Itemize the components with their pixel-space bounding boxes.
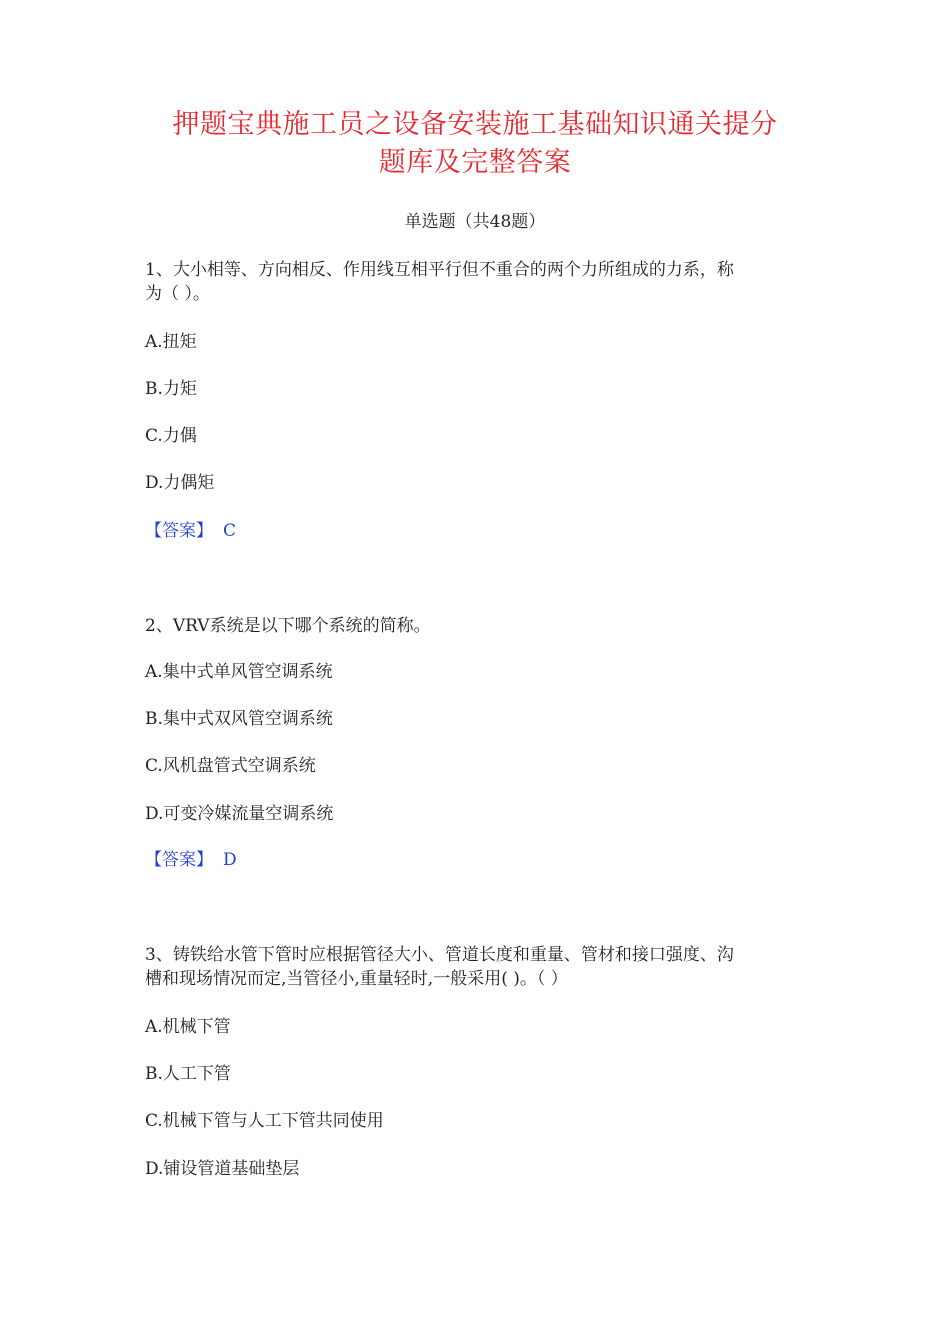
question-3-option-a: A.机械下管: [145, 1017, 231, 1037]
question-1-answer: [145, 519, 825, 543]
question-2-answer: [145, 848, 825, 872]
question-1-stem-line-2: 为（ ）。: [145, 284, 210, 304]
question-1-option-d: D.力偶矩: [145, 473, 215, 493]
answer-value: D: [223, 850, 237, 870]
question-3-stem-line-1: 3、铸铁给水管下管时应根据管径大小、管道长度和重量、管材和接口强度、沟: [145, 945, 734, 965]
question-1-option-b: B.力矩: [145, 379, 197, 399]
question-1-option-c: C.力偶: [145, 426, 197, 446]
document-title-line-2: 题库及完整答案: [378, 147, 572, 178]
question-1-stem: [145, 258, 825, 306]
question-3-stem: [145, 943, 825, 991]
question-2-option-b: B.集中式双风管空调系统: [145, 709, 333, 729]
question-2-option-d: D.可变冷媒流量空调系统: [145, 804, 334, 824]
question-3-option-c: C.机械下管与人工下管共同使用: [145, 1111, 384, 1131]
answer-label: 【答案】: [145, 850, 213, 870]
question-1-option-a: A.扭矩: [145, 332, 197, 352]
section-heading: 单选题（共48题）: [404, 212, 546, 232]
question-2-option-a: A.集中式单风管空调系统: [145, 662, 333, 682]
document-title: [100, 106, 850, 182]
question-3-stem-line-2: 槽和现场情况而定,当管径小,重量轻时,一般采用( )。（ ）: [145, 969, 568, 989]
answer-label: 【答案】: [145, 521, 213, 541]
question-2-option-c: C.风机盘管式空调系统: [145, 756, 316, 776]
question-2-stem: 2、VRV系统是以下哪个系统的简称。: [145, 616, 431, 636]
document-title-line-1: 押题宝典施工员之设备安装施工基础知识通关提分: [172, 109, 778, 140]
question-3-option-d: D.铺设管道基础垫层: [145, 1159, 300, 1179]
answer-value: C: [223, 521, 237, 541]
question-3-option-b: B.人工下管: [145, 1064, 231, 1084]
question-1-stem-line-1: 1、大小相等、方向相反、作用线互相平行但不重合的两个力所组成的力系，称: [145, 260, 734, 280]
